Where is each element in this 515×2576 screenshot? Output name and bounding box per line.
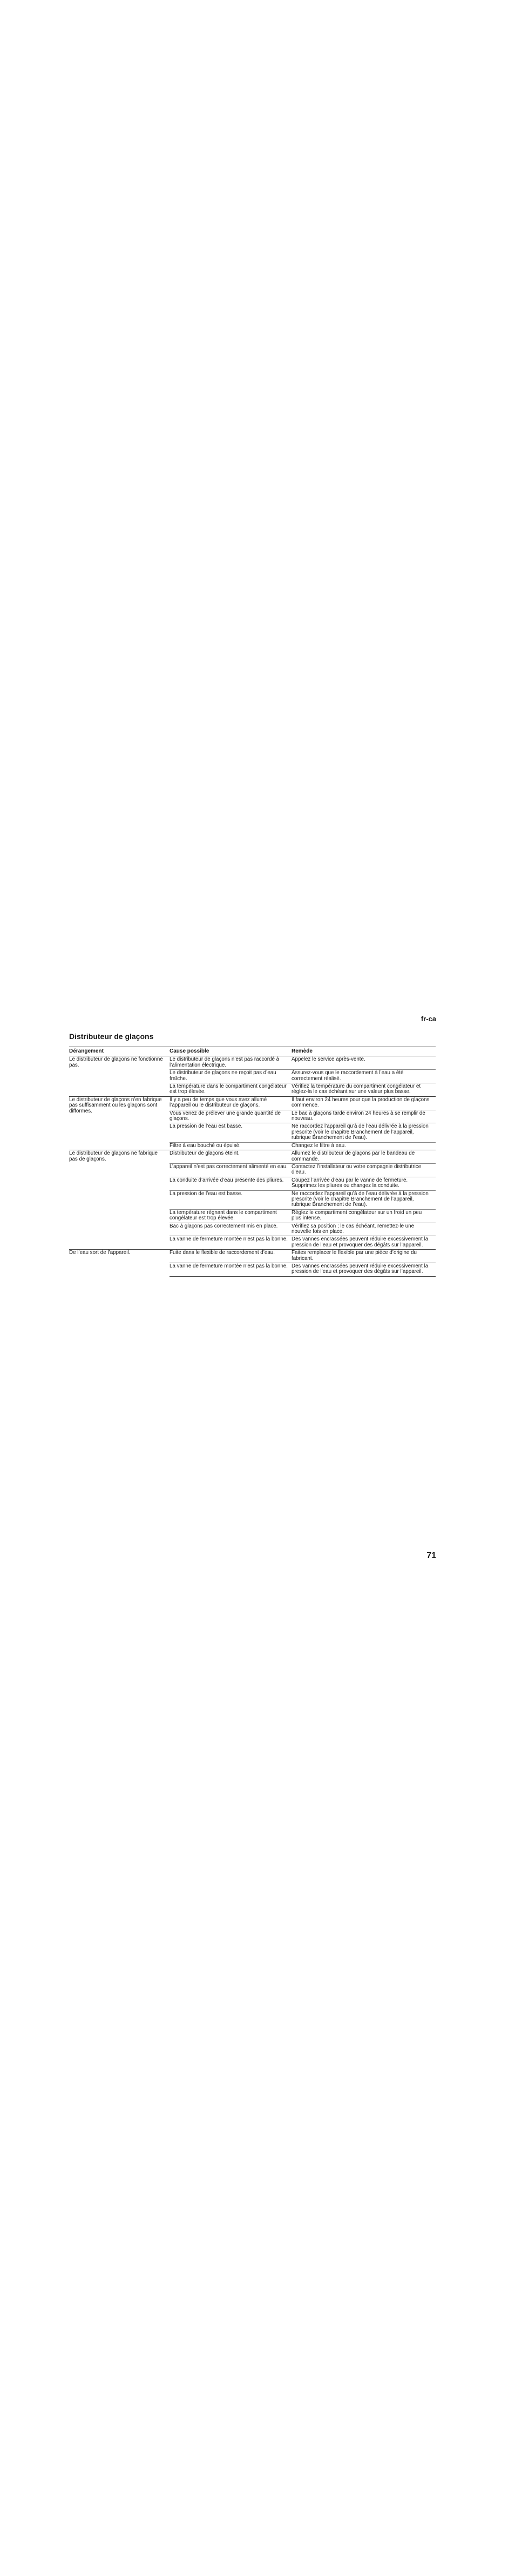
remedy-cell: Changez le filtre à eau. — [292, 1142, 436, 1150]
problem-cell: De l’eau sort de l’appareil. — [69, 1250, 170, 1277]
page-number: 71 — [426, 1551, 436, 1560]
cause-cell: Bac à glaçons pas correctement mis en place. — [170, 1223, 292, 1236]
cause-cell: L’appareil n’est pas correctement alimenté en eau. — [170, 1163, 292, 1177]
cause-cell: La vanne de fermeture montée n’est pas la bonne. — [170, 1263, 292, 1277]
cause-cell: La vanne de fermeture montée n’est pas la bonne. — [170, 1236, 292, 1250]
cause-cell: La pression de l’eau est basse. — [170, 1123, 292, 1142]
table-header-row — [69, 1047, 436, 1056]
remedy-cell: Contactez l’installateur ou votre compagnie distributrice d’eau. — [292, 1163, 436, 1177]
header-cause: Cause possible — [170, 1047, 292, 1056]
cause-cell: Distributeur de glaçons éteint. — [170, 1150, 292, 1164]
section-title: Distributeur de glaçons — [69, 1032, 154, 1041]
cause-cell: La pression de l’eau est basse. — [170, 1190, 292, 1209]
table-row — [69, 1056, 436, 1070]
troubleshooting-table — [69, 1047, 436, 1277]
table-row — [69, 1096, 436, 1110]
cause-cell: La température dans le compartiment congélateur est trop élevée. — [170, 1083, 292, 1097]
language-tag: fr-ca — [421, 1015, 436, 1023]
remedy-cell: Des vannes encrassées peuvent réduire excessivement la pression de l’eau et provoquer des dégâts sur l’appareil. — [292, 1263, 436, 1277]
header-problem: Dérangement — [69, 1047, 170, 1056]
remedy-cell: Appelez le service après-vente. — [292, 1056, 436, 1070]
problem-cell: Le distributeur de glaçons ne fonctionne pas. — [69, 1056, 170, 1096]
table-row — [69, 1250, 436, 1263]
remedy-cell: Le bac à glaçons tarde environ 24 heures à se remplir de nouveau. — [292, 1110, 436, 1123]
cause-cell: La conduite d’arrivée d’eau présente des pliures. — [170, 1177, 292, 1190]
problem-cell: Le distributeur de glaçons n’en fabrique pas suffisamment ou les glaçons sont difformes. — [69, 1096, 170, 1150]
cause-cell: Le distributeur de glaçons ne reçoit pas d’eau fraîche. — [170, 1070, 292, 1083]
remedy-cell: Réglez le compartiment congélateur sur un froid un peu plus intense. — [292, 1209, 436, 1223]
problem-cell: Le distributeur de glaçons ne fabrique pas de glaçons. — [69, 1150, 170, 1250]
cause-cell: Vous venez de prélever une grande quantité de glaçons. — [170, 1110, 292, 1123]
remedy-cell: Ne raccordez l’appareil qu’à de l’eau délivrée à la pression prescrite (voir le chapitre Branchement de l’appareil, rubrique Branchement de l’eau). — [292, 1123, 436, 1142]
remedy-cell: Ne raccordez l’appareil qu’à de l’eau délivrée à la pression prescrite (voir le chapitre Branchement de l’appareil, rubrique Branchement de l’eau). — [292, 1190, 436, 1209]
cause-cell: Fuite dans le flexible de raccordement d’eau. — [170, 1250, 292, 1263]
remedy-cell: Assurez-vous que le raccordement à l’eau a été correctement réalisé. — [292, 1070, 436, 1083]
remedy-cell: Des vannes encrassées peuvent réduire excessivement la pression de l’eau et provoquer des dégâts sur l’appareil. — [292, 1236, 436, 1250]
cause-cell: Le distributeur de glaçons n’est pas raccordé à l’alimentation électrique. — [170, 1056, 292, 1070]
remedy-cell: Vérifiez sa position ; le cas échéant, remettez-le une nouvelle fois en place. — [292, 1223, 436, 1236]
remedy-cell: Coupez l’arrivée d’eau par le vanne de fermeture. Supprimez les pliures ou changez la conduite. — [292, 1177, 436, 1190]
remedy-cell: Faites remplacer le flexible par une pièce d’origine du fabricant. — [292, 1250, 436, 1263]
remedy-cell: Allumez le distributeur de glaçons par le bandeau de commande. — [292, 1150, 436, 1164]
remedy-cell: Il faut environ 24 heures pour que la production de glaçons commence. — [292, 1096, 436, 1110]
cause-cell: La température régnant dans le compartiment congélateur est trop élevée. — [170, 1209, 292, 1223]
cause-cell: Il y a peu de temps que vous avez allumé l’appareil ou le distributeur de glaçons. — [170, 1096, 292, 1110]
header-remedy: Remède — [292, 1047, 436, 1056]
cause-cell: Filtre à eau bouché ou épuisé. — [170, 1142, 292, 1150]
remedy-cell: Vérifiez la température du compartiment congélateur et réglez-la le cas échéant sur une valeur plus basse. — [292, 1083, 436, 1097]
table-row — [69, 1150, 436, 1164]
